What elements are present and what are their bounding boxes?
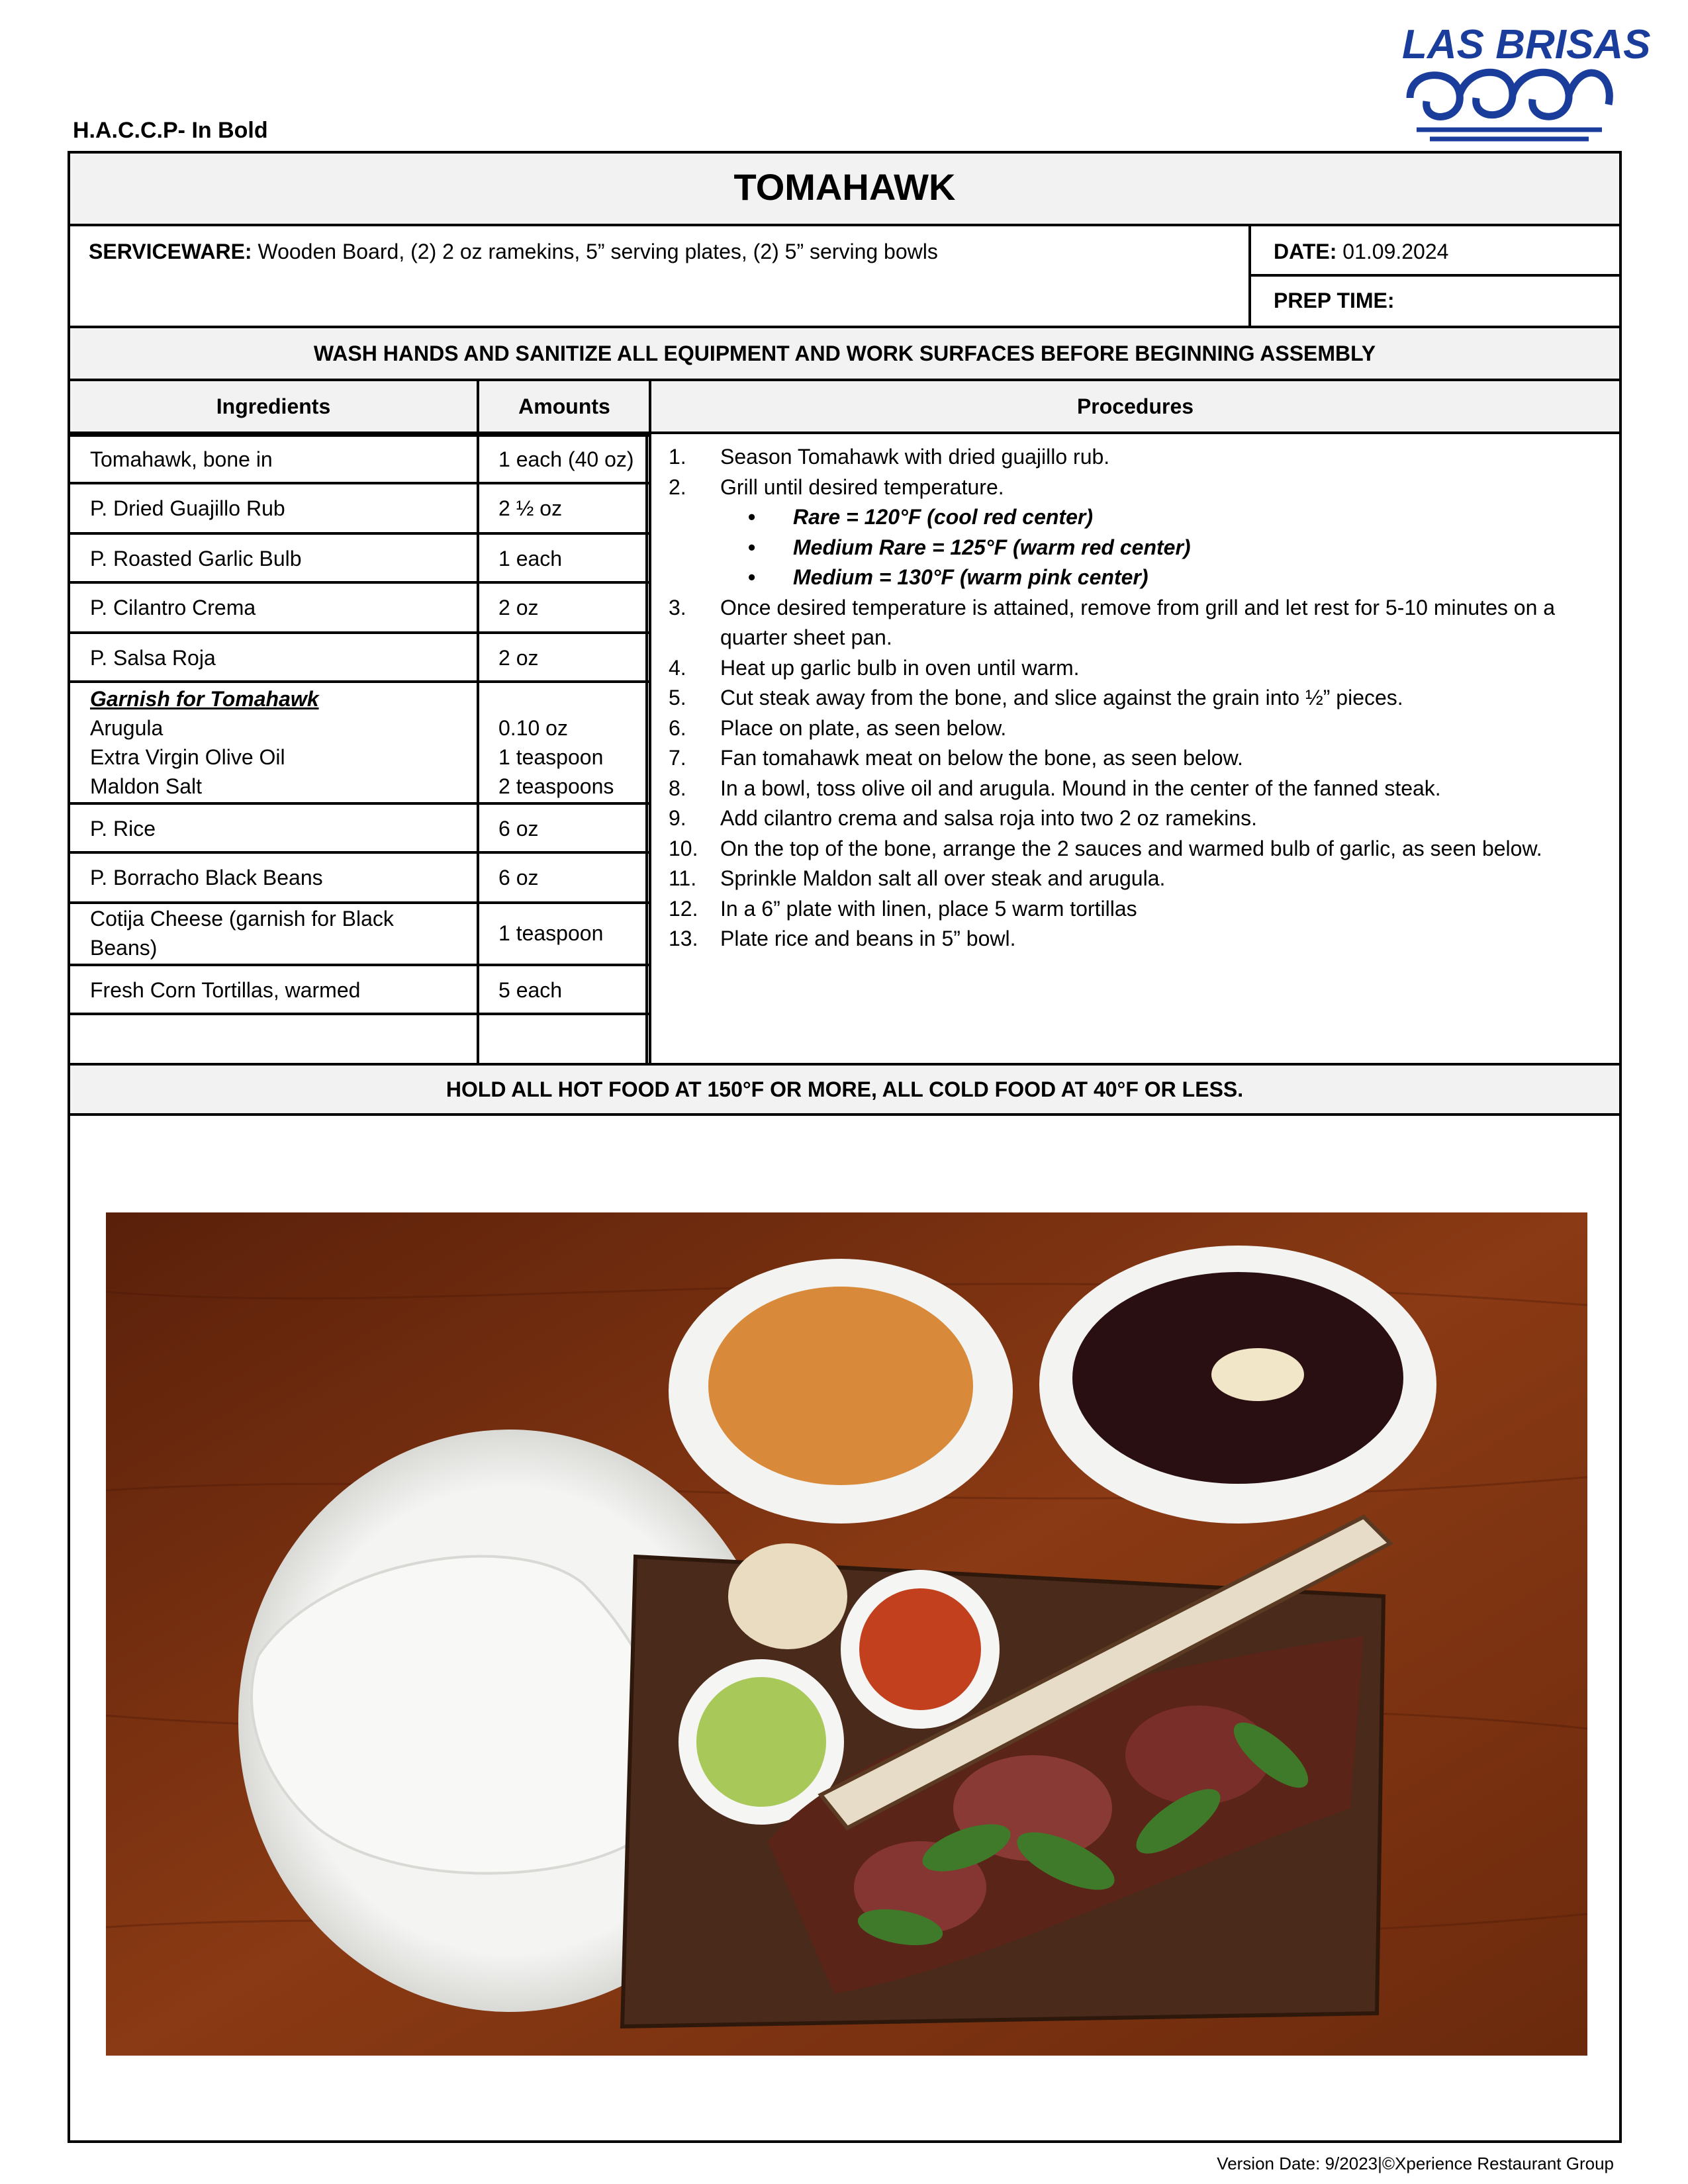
ingredient-amount: 2 oz — [498, 596, 539, 619]
procedure-step — [662, 683, 1609, 713]
amounts-header: Amounts — [518, 394, 610, 418]
procedure-step — [662, 894, 1609, 925]
step-text: Grill until desired temperature. — [720, 475, 1004, 499]
ingredient-name: P. Rice — [90, 817, 156, 841]
procedure-step — [662, 593, 1609, 653]
garnish-item-amount: 1 teaspoon — [498, 745, 604, 769]
garnish-item-amount: 2 teaspoons — [498, 774, 614, 798]
ingredient-name: Fresh Corn Tortillas, warmed — [90, 978, 361, 1002]
step-number: 9. — [669, 806, 686, 830]
garnish-block — [70, 684, 477, 801]
temperature-item: • Medium Rare = 125°F (warm red center) — [748, 535, 1191, 559]
ingredient-name: P. Dried Guajillo Rub — [90, 496, 285, 520]
step-number: 13. — [669, 927, 698, 950]
temperature-text: Medium = 130°F (warm pink center) — [793, 565, 1149, 589]
procedure-step — [662, 473, 1609, 503]
step-text: Cut steak away from the bone, and slice against the grain into ½” pieces. — [720, 686, 1403, 709]
procedure-step — [662, 653, 1609, 684]
ingredient-amount: 5 each — [498, 978, 563, 1002]
procedure-step — [662, 442, 1609, 473]
ingredient-amount: 6 oz — [498, 866, 539, 889]
procedure-step — [662, 713, 1609, 744]
step-number: 3. — [669, 595, 686, 619]
step-text: Place on plate, as seen below. — [720, 715, 1007, 740]
wash-banner: WASH HANDS AND SANITIZE ALL EQUIPMENT AND WORK SURFACES BEFORE BEGINNING ASSEMBLY — [313, 341, 1376, 365]
ingredients-header: Ingredients — [216, 394, 331, 418]
rice — [708, 1287, 973, 1485]
procedure-step — [662, 834, 1609, 864]
step-text: Season Tomahawk with dried guajillo rub. — [720, 445, 1110, 469]
prep-time-line — [1274, 286, 1605, 315]
ingredient-amount: 1 each (40 oz) — [498, 447, 634, 471]
step-text: Plate rice and beans in 5” bowl. — [720, 927, 1016, 950]
date-line — [1274, 237, 1605, 266]
step-number: 12. — [669, 896, 698, 921]
logo-text: LAS BRISAS — [1402, 22, 1651, 68]
step-number: 11. — [669, 866, 697, 890]
garnish-item-name: Extra Virgin Olive Oil — [90, 745, 285, 769]
garnish-item-name: Maldon Salt — [90, 774, 202, 798]
garnish-item-amount: 0.10 oz — [498, 716, 568, 740]
cotija-cheese — [1211, 1348, 1304, 1401]
ingredient-name: P. Salsa Roja — [90, 646, 216, 670]
plated-dish-photo — [106, 1212, 1587, 2056]
date-label: DATE: — [1274, 240, 1337, 263]
hold-banner: HOLD ALL HOT FOOD AT 150°F OR MORE, ALL COLD FOOD AT 40°F OR LESS. — [445, 1077, 1244, 1101]
ingredient-amount: 2 ½ oz — [498, 496, 563, 520]
recipe-title: TOMAHAWK — [733, 166, 956, 208]
temperature-text: Medium Rare = 125°F (warm red center) — [793, 535, 1191, 559]
ingredient-name: Cotija Cheese (garnish for Black Beans) — [90, 907, 394, 960]
step-number: 4. — [669, 655, 686, 680]
cilantro-crema — [696, 1677, 826, 1807]
step-text: On the top of the bone, arrange the 2 sauces and warmed bulb of garlic, as seen below. — [720, 836, 1542, 860]
procedures-header: Procedures — [1076, 394, 1194, 418]
step-text: Once desired temperature is attained, remove from grill and let rest for 5-10 minutes on a quarter sheet pan. — [720, 595, 1556, 649]
step-number: 10. — [669, 836, 698, 860]
temperature-item: • Rare = 120°F (cool red center) — [748, 505, 1093, 529]
ingredient-name: P. Cilantro Crema — [90, 596, 256, 619]
step-number: 6. — [669, 715, 686, 740]
ingredient-name: P. Roasted Garlic Bulb — [90, 547, 302, 570]
ingredient-name: P. Borracho Black Beans — [90, 866, 323, 889]
procedure-step — [662, 864, 1609, 894]
serviceware-label: SERVICEWARE: — [89, 240, 252, 263]
date-value: 01.09.2024 — [1342, 240, 1449, 263]
step-number: 7. — [669, 746, 686, 770]
step-number: 2. — [669, 475, 686, 499]
salsa-roja — [859, 1588, 981, 1710]
temperature-text: Rare = 120°F (cool red center) — [793, 505, 1093, 529]
ingredient-amount: 6 oz — [498, 817, 539, 841]
procedure-step — [662, 774, 1609, 804]
roasted-garlic — [728, 1543, 847, 1649]
ingredient-amount: 1 each — [498, 547, 563, 570]
garnish-amounts — [480, 713, 645, 801]
las-brisas-logo — [1397, 12, 1651, 144]
step-text: In a 6” plate with linen, place 5 warm tortillas — [720, 896, 1137, 921]
ingredient-amount: 2 oz — [498, 646, 539, 670]
serviceware-value: Wooden Board, (2) 2 oz ramekins, 5” serving plates, (2) 5” serving bowls — [258, 240, 938, 263]
procedure-step — [662, 803, 1609, 834]
step-text: Sprinkle Maldon salt all over steak and arugula. — [720, 866, 1166, 890]
step-text: Add cilantro crema and salsa roja into two 2 oz ramekins. — [720, 806, 1258, 830]
garnish-title: Garnish for Tomahawk — [90, 687, 319, 711]
procedures-list — [662, 442, 1609, 954]
step-number: 1. — [669, 445, 686, 469]
prep-time-label: PREP TIME: — [1274, 289, 1395, 312]
procedure-step — [662, 743, 1609, 774]
ingredient-amount: 1 teaspoon — [498, 921, 604, 945]
step-number: 5. — [669, 686, 686, 709]
garnish-item-name: Arugula — [90, 716, 164, 740]
ingredient-name: Tomahawk, bone in — [90, 447, 273, 471]
step-text: Fan tomahawk meat on below the bone, as seen below. — [720, 746, 1243, 770]
temperature-item: • Medium = 130°F (warm pink center) — [748, 565, 1149, 589]
step-number: 8. — [669, 776, 686, 800]
step-text: Heat up garlic bulb in oven until warm. — [720, 655, 1080, 680]
haccp-note: H.A.C.C.P- In Bold — [73, 118, 268, 143]
step-text: In a bowl, toss olive oil and arugula. Mound in the center of the fanned steak. — [720, 776, 1441, 800]
serviceware-line — [89, 237, 1234, 266]
version-footer: Version Date: 9/2023|©Xperience Restaurant Group — [1217, 2154, 1614, 2173]
procedure-step — [662, 924, 1609, 954]
